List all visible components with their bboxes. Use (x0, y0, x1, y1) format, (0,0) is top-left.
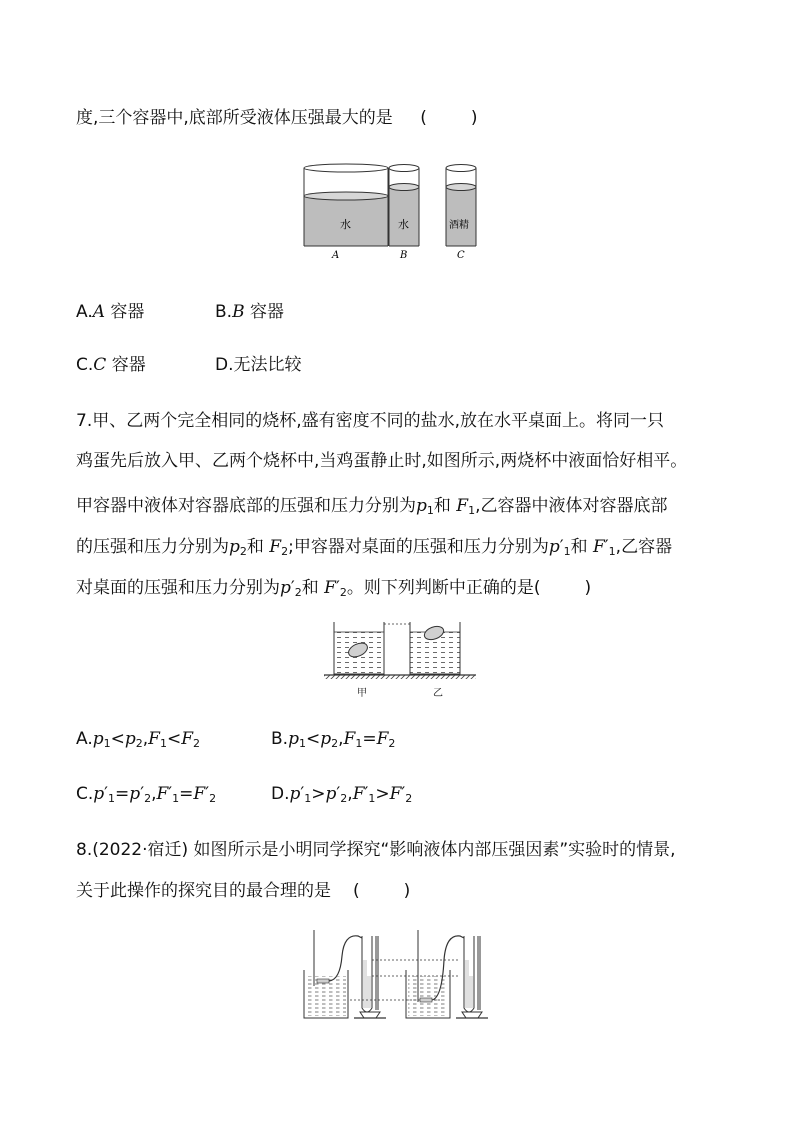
q7-line-5: 对桌面的压强和压力分别为$p'_2$和 $F'_2$。则下列判断中正确的是( ) (76, 578, 592, 599)
container-c (446, 165, 476, 261)
setup-left (304, 930, 386, 1018)
label-c: C (457, 250, 465, 260)
q7-line-4: 的压强和压力分别为$p_2$和 $F_2$;甲容器对桌面的压强和压力分别为$p'_1$和 $F'_1$,乙容器 (76, 537, 673, 558)
q6-option-d[interactable]: D.无法比较 (215, 355, 302, 375)
q6-paren-open: ( (420, 108, 427, 128)
q6-stem (76, 108, 478, 128)
q8-manometer-figure (300, 926, 500, 1021)
label-b-liquid: 水 (398, 218, 409, 231)
q8-line-1: 8.(2022·宿迁) 如图所示是小明同学探究“影响液体内部压强因素”实验时的情景, (76, 840, 676, 860)
label-c-liquid: 酒精 (449, 220, 469, 231)
label-a-liquid: 水 (340, 218, 351, 231)
q7-figure-label-left: 甲 (357, 688, 367, 699)
q7-option-b[interactable]: $B.p_1<p_2,F_1=F_2$ (271, 729, 396, 750)
q6-option-c[interactable]: C.C 容器 (76, 355, 146, 375)
q7-line-1: 7.甲、乙两个完全相同的烧杯,盛有密度不同的盐水,放在水平桌面上。将同一只 (76, 411, 665, 431)
q6-option-b[interactable]: B.B 容器 (215, 302, 284, 322)
q7-option-c[interactable]: $C.p'_1=p'_2,F'_1=F'_2$ (76, 784, 217, 805)
q7-line-2: 鸡蛋先后放入甲、乙两个烧杯中,当鸡蛋静止时,如图所示,两烧杯中液面恰好相平。 (76, 451, 688, 471)
q6-stem-text: 度,三个容器中,底部所受液体压强最大的是 (76, 108, 393, 128)
q7-figure-label-right: 乙 (433, 688, 443, 699)
q7-option-d[interactable]: $D.p'_1>p'_2,F'_1>F'_2$ (271, 784, 413, 805)
q8-line-2: 关于此操作的探究目的最合理的是 ( ) (76, 881, 411, 901)
q6-paren-close: ) (470, 108, 478, 128)
label-a: A (332, 250, 340, 260)
label-b: B (400, 250, 408, 260)
q6-option-a[interactable]: A.A 容器 (76, 302, 145, 322)
container-a (304, 164, 388, 260)
container-b (389, 165, 419, 261)
q7-line-3: 甲容器中液体对容器底部的压强和压力分别为$p_1$和 $F_1$,乙容器中液体对容器底部 (76, 496, 668, 517)
q7-beakers-figure (320, 620, 480, 682)
q6-containers-figure (300, 160, 500, 260)
setup-right (406, 930, 488, 1018)
q7-option-a[interactable]: $A.p_1<p_2,F_1<F_2$ (76, 729, 201, 750)
